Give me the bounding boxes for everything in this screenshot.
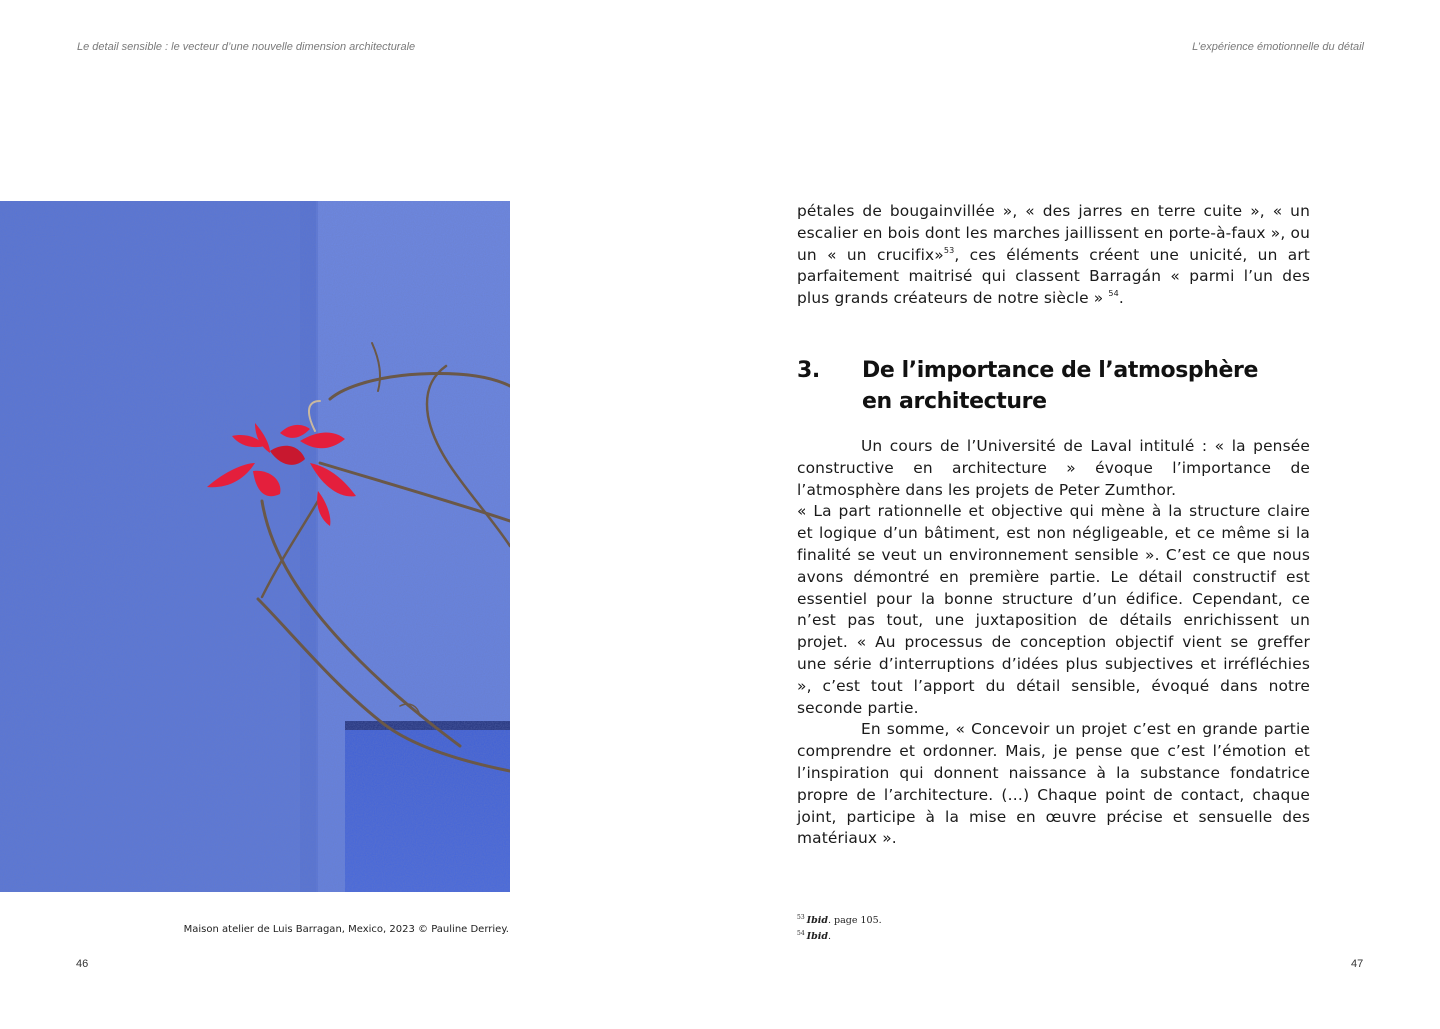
running-head-left: Le detail sensible : le vecteur d’une nouvelle dimension architecturale <box>77 41 416 53</box>
texture <box>0 201 510 892</box>
footnote-number: 53 <box>797 914 805 921</box>
footnote-number: 54 <box>797 930 805 937</box>
photo-barragan-wall <box>0 201 510 892</box>
footnote-text: . page 105. <box>827 915 882 926</box>
footnote-ibid: Ibid <box>806 915 828 926</box>
intro-text-2: , ces éléments créent une unicité, un art parfaitement maitrisé qui classent Barragán « parmi l’un des plus grands créateurs de notre siècle » <box>797 245 1310 308</box>
section-heading <box>797 355 1310 417</box>
footnote-ref-54[interactable]: 54 <box>1108 289 1119 299</box>
intro-text-1: pétales de bougainvillée », « des jarres en terre cuite », « un escalier en bois dont les marches jaillissent en porte-à-faux », ou un « un crucifix» <box>797 202 1310 264</box>
footnote-text: . <box>827 931 832 942</box>
page-number-left: 46 <box>76 958 89 970</box>
photo-illustration <box>0 201 510 892</box>
section-title-line-1: De l’importance de l’atmosphère <box>862 358 1258 383</box>
photo-caption: Maison atelier de Luis Barragan, Mexico, 2023 © Pauline Derriey. <box>183 924 509 935</box>
body-paragraph-2: « La part rationnelle et objective qui mène à la structure claire et logique d’un bâtiment, est non négligeable, et ce même si la finalité se veut un environnement sensible ». C’est ce que nous avons démontré en première partie. Le détail constructif est essentiel pour la bonne structure d’un édifice. Cependant, ce n’est pas tout, une juxtaposition de détails enrichissent un projet. « Au processus de conception objectif vient se greffer une série d’interruptions d’idées plus subjectives et irréfléchies », c’est tout l’apport du détail sensible, évoqué dans notre seconde partie. <box>797 502 1310 717</box>
intro-text-3: . <box>1118 289 1124 308</box>
page-number-right: 47 <box>1351 958 1364 970</box>
footnote-ref-53[interactable]: 53 <box>943 245 955 255</box>
footnote-ibid: Ibid <box>806 931 828 942</box>
body-paragraph-3: En somme, « Concevoir un projet c’est en grande partie comprendre et ordonner. Mais, je pense que c’est l’émotion et l’inspiration qui donnent naissance à la substance fondatrice propre de l’architecture. (…) Chaque point de contact, chaque joint, participe à la mise en œuvre précise et sensuelle des matériaux ». <box>797 720 1310 848</box>
running-head-right: L’expérience émotionnelle du détail <box>1192 41 1364 53</box>
section-number: 3. <box>797 358 820 383</box>
footnote-54 <box>797 927 882 943</box>
intro-paragraph <box>797 201 1310 310</box>
body-paragraph-1: Un cours de l’Université de Laval intitulé : « la pensée constructive en architecture » évoque l’importance de l’atmosphère dans les projets de Peter Zumthor. <box>797 437 1310 499</box>
section-body <box>797 436 1310 850</box>
section-title-line-2: en architecture <box>862 389 1047 414</box>
footnotes <box>797 911 882 943</box>
footnote-53 <box>797 911 882 927</box>
